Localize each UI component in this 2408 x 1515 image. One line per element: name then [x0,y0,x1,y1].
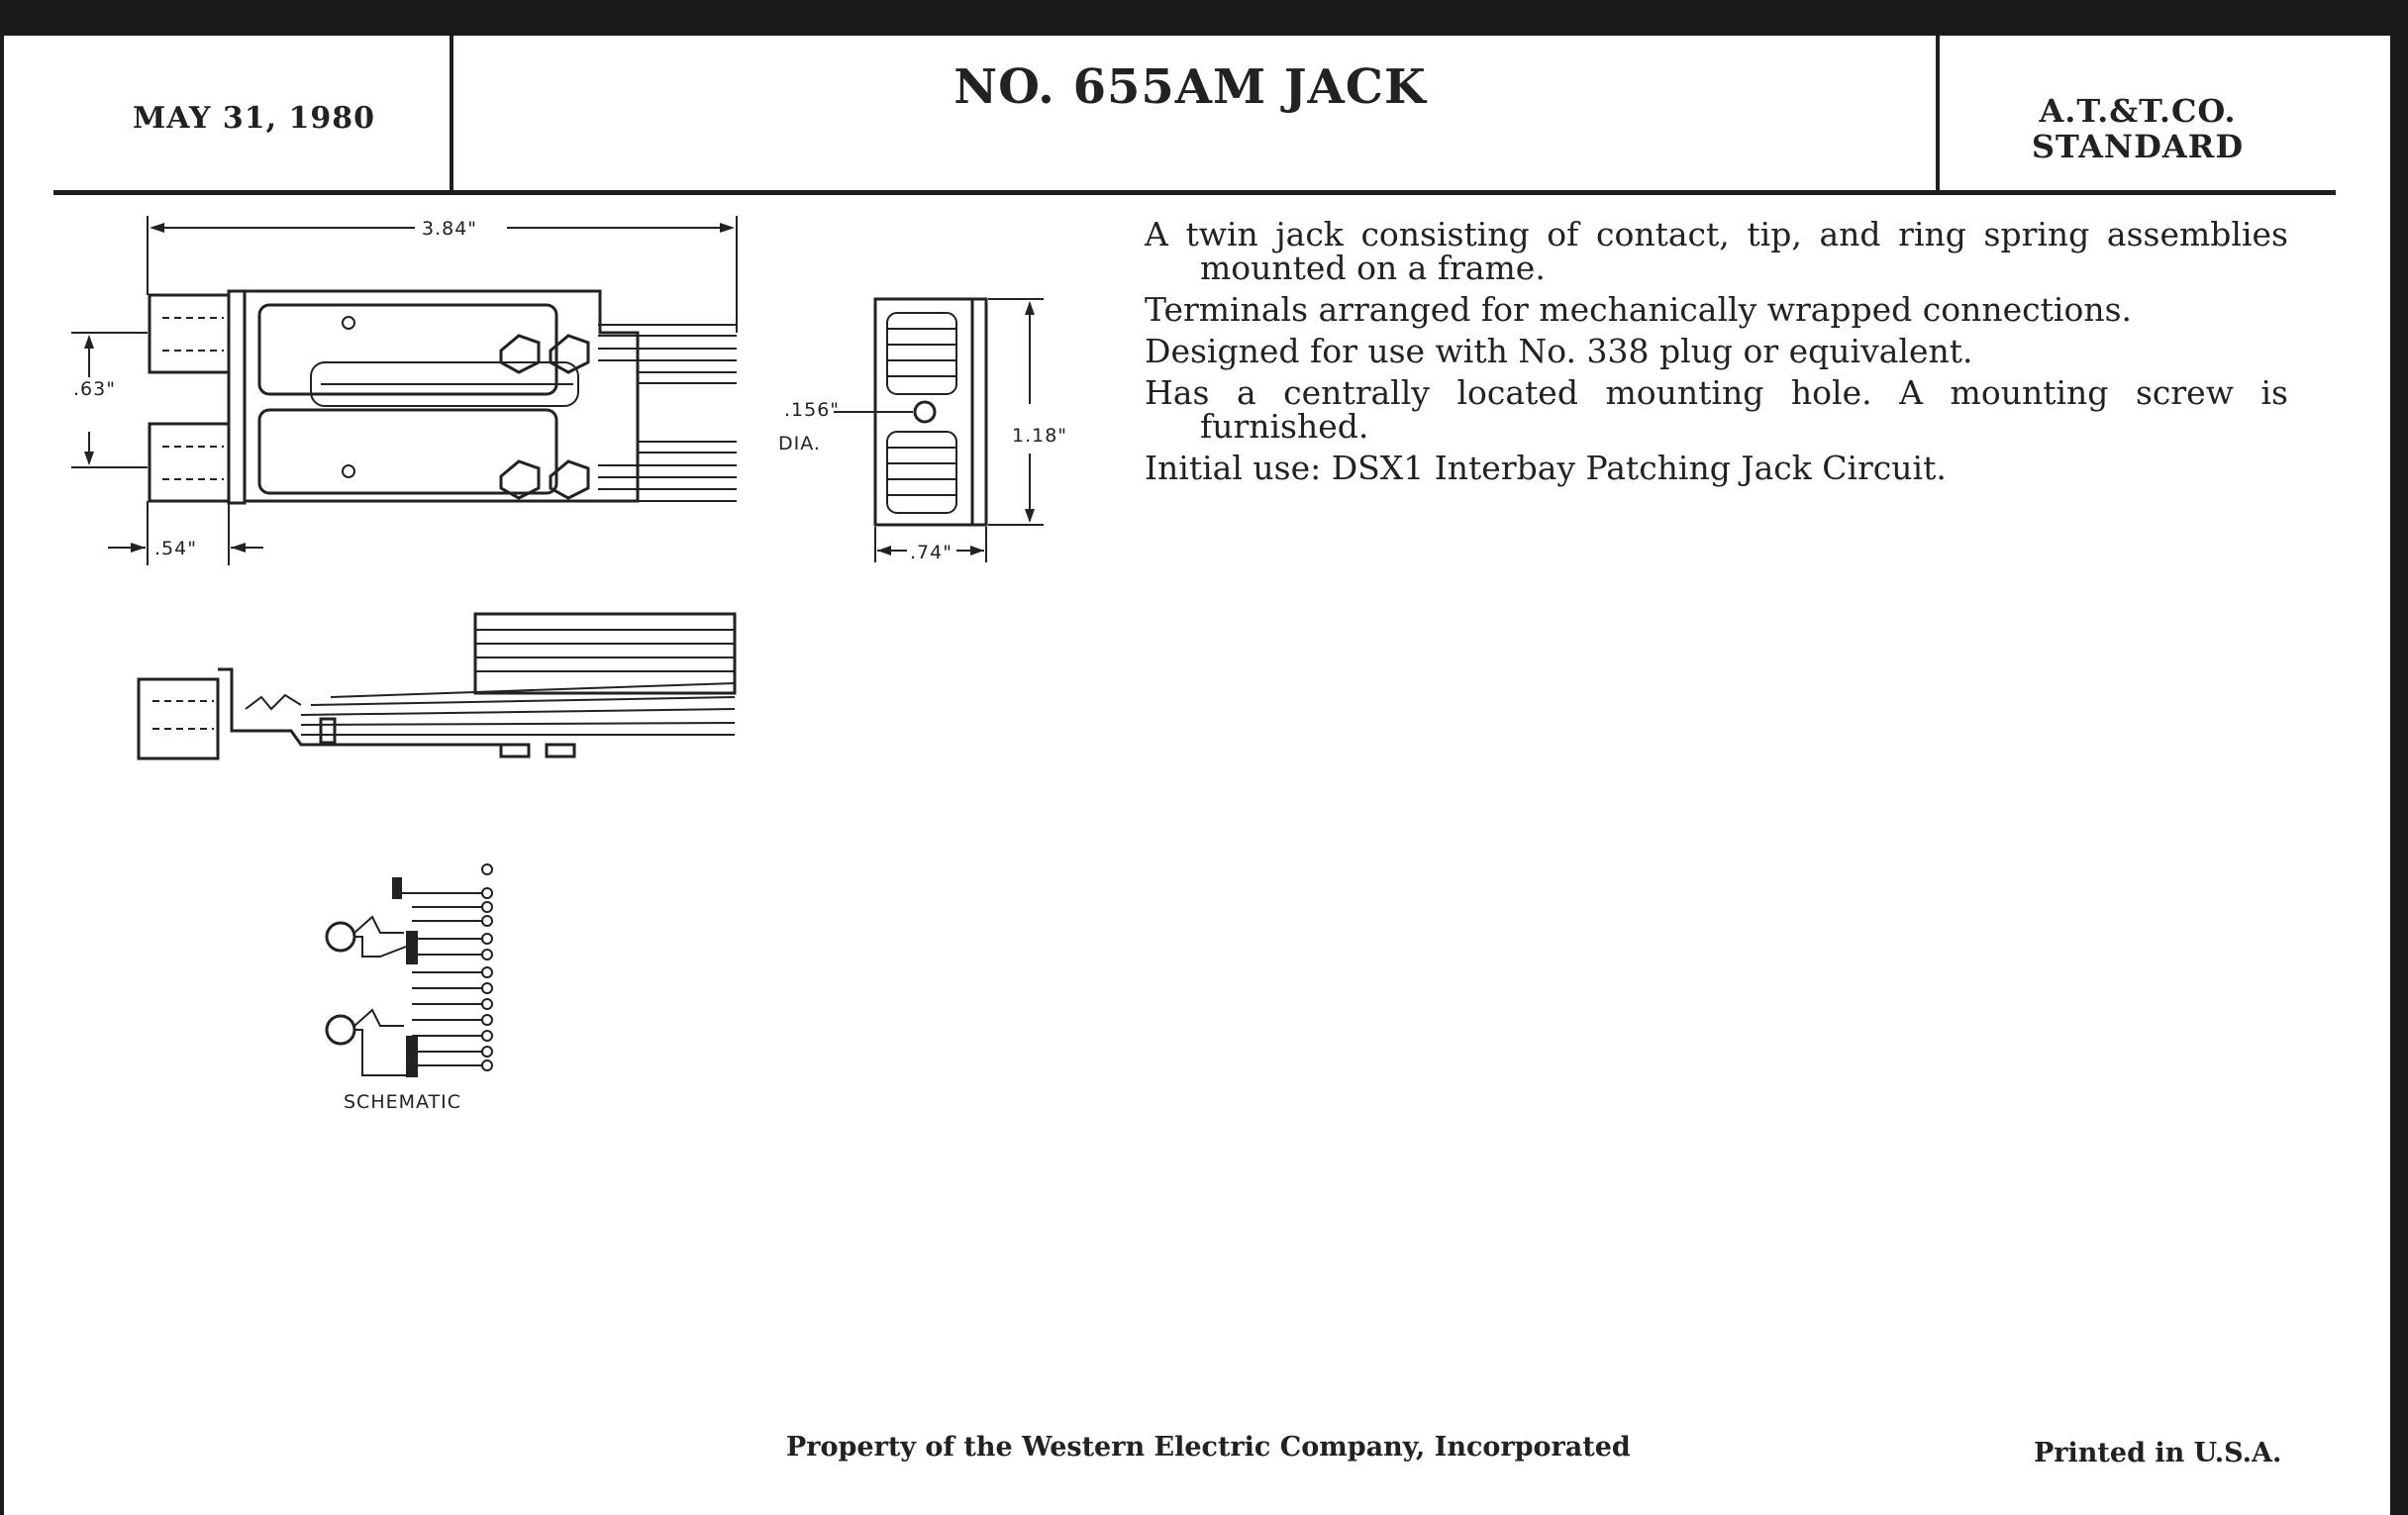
dim-jack-spacing: .63" [73,378,116,400]
dim-sleeve-length: .54" [154,538,197,559]
schematic-label: SCHEMATIC [344,1091,462,1113]
printed-notice: Printed in U.S.A. [2034,1438,2282,1468]
end-view-drawing [778,299,1067,563]
description [1145,215,2288,493]
dim-hole-dia-unit: DIA. [778,433,821,454]
standard-line-2: STANDARD [2031,128,2245,165]
schematic-drawing [327,864,492,1113]
dim-height: 1.18" [1012,425,1068,447]
issue-date: MAY 31, 1980 [133,101,375,136]
dim-width: .74" [910,542,953,563]
property-notice: Property of the Western Electric Company, Incorporated [786,1432,1631,1463]
description-paragraph: Has a centrally located mounting hole. A mounting screw is furnished. [1145,373,2288,446]
dim-hole-dia-value: .156" [784,399,841,421]
description-paragraph: Terminals arranged for mechanically wrapped connections. [1145,290,2133,329]
top-view-drawing [71,216,737,565]
description-paragraph: A twin jack consisting of contact, tip, and ring spring assemblies mounted on a frame. [1145,215,2288,287]
spec-card [4,36,2390,1515]
description-paragraph: Initial use: DSX1 Interbay Patching Jack Circuit. [1145,449,1947,487]
dim-overall-length: 3.84" [422,218,478,240]
standard-line-1: A.T.&T.CO. [2039,92,2237,130]
side-view-drawing [139,614,735,758]
page-title: NO. 655AM JACK [953,59,1427,115]
description-paragraph: Designed for use with No. 338 plug or equivalent. [1145,332,1973,370]
